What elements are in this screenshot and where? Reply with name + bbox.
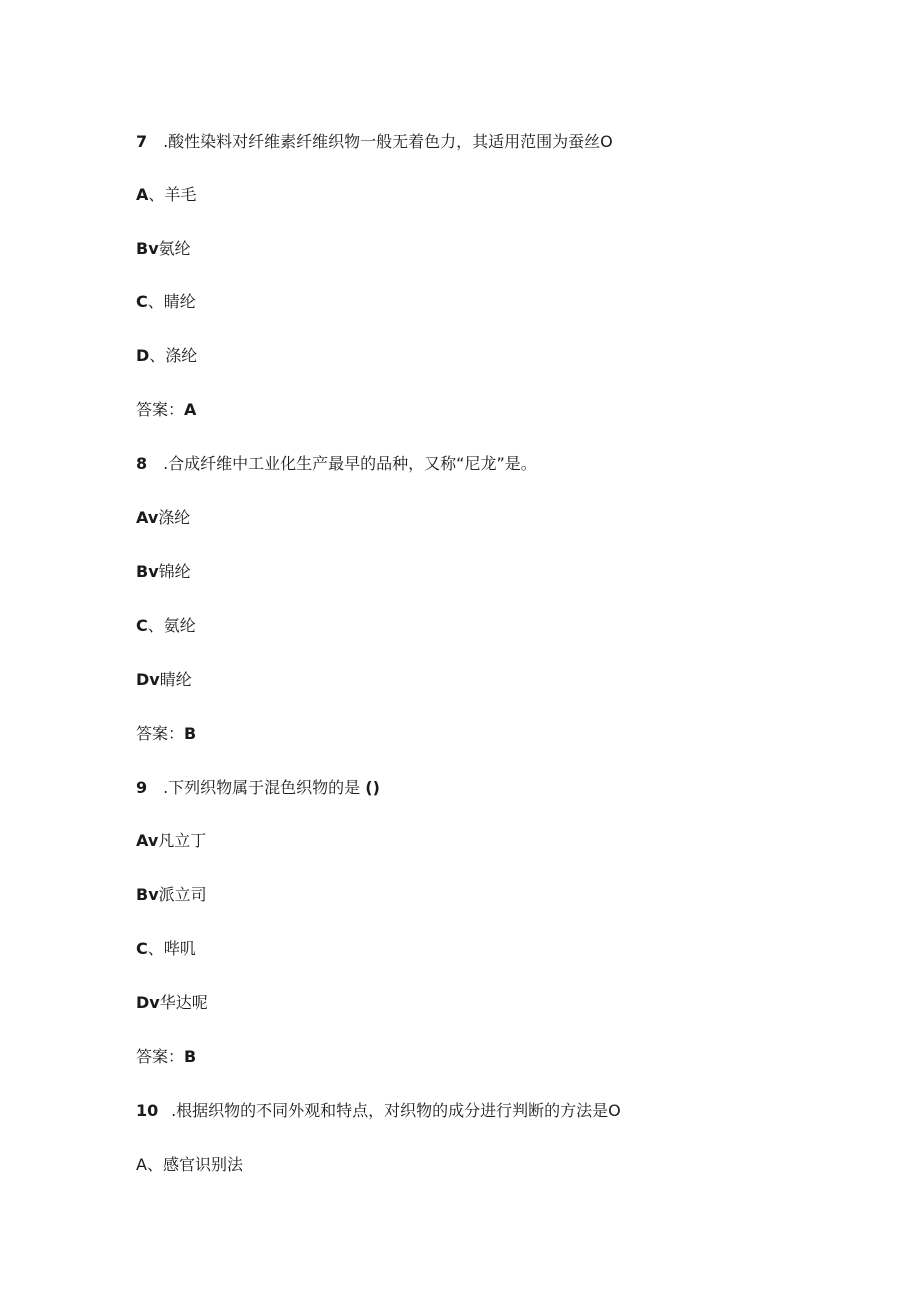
answer-label: 答案： [136, 1047, 185, 1066]
option-text: 涤纶 [158, 508, 191, 527]
option-a [136, 508, 190, 528]
option-a [136, 831, 206, 851]
option-a [136, 185, 196, 205]
answer-value: B [184, 724, 197, 743]
question-number: 9 [136, 778, 148, 797]
answer-value: B [184, 1047, 197, 1066]
question-8 [136, 454, 537, 474]
option-prefix: C [136, 616, 148, 635]
option-d [136, 346, 197, 366]
option-text: 、哔叽 [147, 939, 196, 958]
question-number: 10 [136, 1101, 159, 1120]
option-c [136, 292, 196, 312]
option-prefix: Bv [136, 239, 159, 258]
option-text: 、羊毛 [148, 185, 197, 204]
option-prefix: Bv [136, 885, 159, 904]
option-text: 华达呢 [159, 993, 208, 1012]
option-d [136, 993, 208, 1013]
question-7 [136, 132, 613, 152]
question-text: .酸性染料对纤维素纤维织物一般无着色力，其适用范围为蚕丝O [163, 132, 613, 151]
option-text: 睛纶 [159, 670, 192, 689]
option-a [136, 1155, 243, 1175]
question-9 [136, 778, 380, 798]
option-b [136, 885, 207, 905]
option-prefix: D [136, 346, 150, 365]
question-text: .下列织物属于混色织物的是 [163, 778, 361, 797]
option-c [136, 616, 196, 636]
option-prefix: C [136, 292, 148, 311]
question-paren: () [365, 778, 380, 797]
option-prefix: Dv [136, 993, 160, 1012]
option-prefix: A [136, 185, 149, 204]
question-10 [136, 1101, 621, 1121]
answer-label: 答案： [136, 724, 185, 743]
option-text: 、涤纶 [149, 346, 198, 365]
option-text: 、睛纶 [147, 292, 196, 311]
option-prefix: Dv [136, 670, 160, 689]
option-text: 氨纶 [158, 239, 191, 258]
option-text: 派立司 [158, 885, 207, 904]
option-b [136, 239, 191, 259]
option-c [136, 939, 196, 959]
option-prefix: Av [136, 831, 159, 850]
option-text: 、氨纶 [147, 616, 196, 635]
question-text: .合成纤维中工业化生产最早的品种，又称“尼龙”是。 [163, 454, 537, 473]
answer [136, 1047, 196, 1067]
option-text: 凡立丁 [158, 831, 207, 850]
question-number: 8 [136, 454, 148, 473]
option-text: 锦纶 [158, 562, 191, 581]
question-text: .根据织物的不同外观和特点，对织物的成分进行判断的方法是O [171, 1101, 621, 1120]
question-number: 7 [136, 132, 148, 151]
option-b [136, 562, 191, 582]
answer [136, 724, 196, 744]
answer-value: A [184, 400, 197, 419]
option-prefix: Bv [136, 562, 159, 581]
option-prefix: A [136, 1155, 147, 1174]
answer-label: 答案： [136, 400, 185, 419]
answer [136, 400, 196, 420]
option-prefix: Av [136, 508, 159, 527]
option-text: 、感官识别法 [146, 1155, 243, 1174]
option-d [136, 670, 192, 690]
option-prefix: C [136, 939, 148, 958]
